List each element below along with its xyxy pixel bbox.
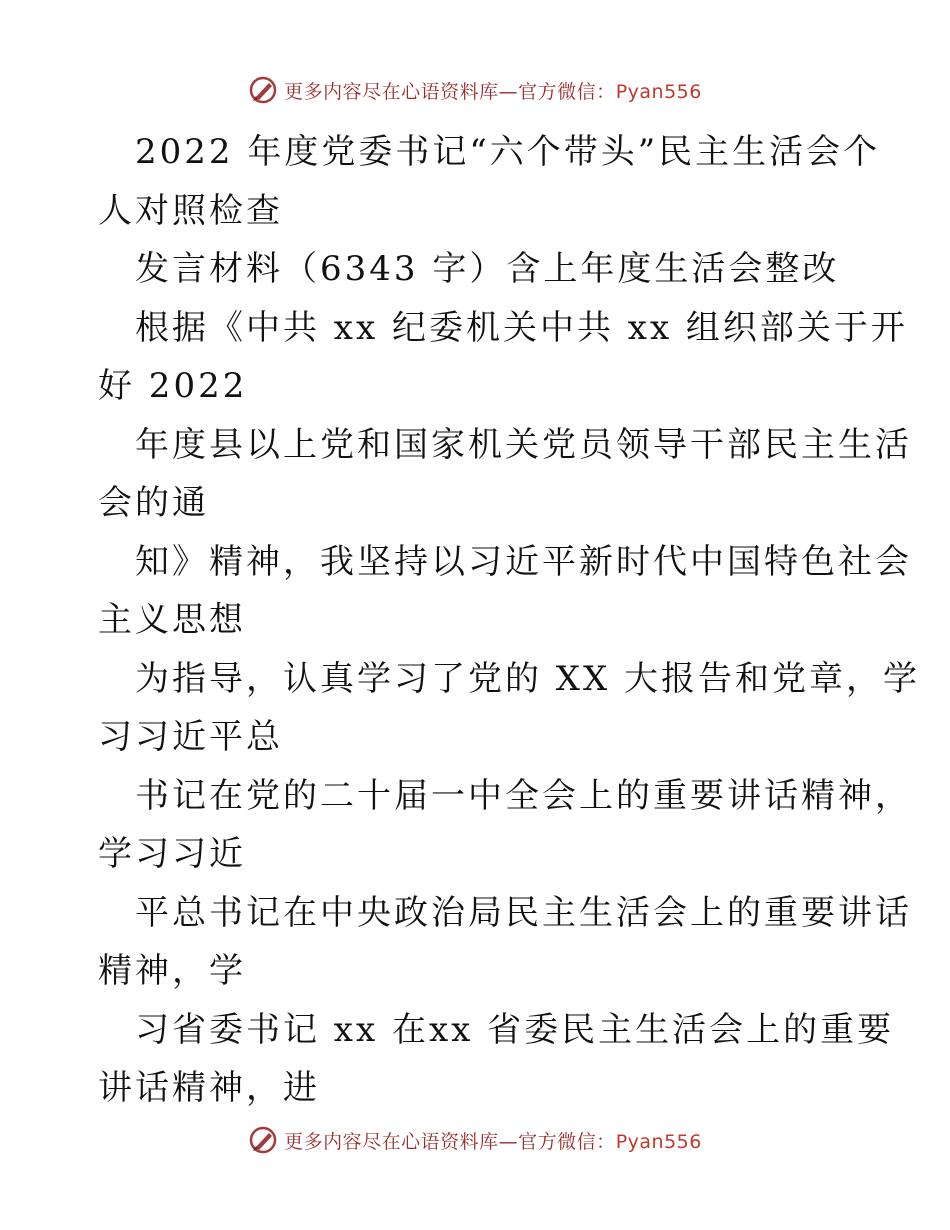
doc-body-line: 会的通 <box>98 483 209 523</box>
doc-body-line: 精神，学 <box>98 951 246 991</box>
doc-body-line: 主义思想 <box>98 600 246 640</box>
pen-logo-icon <box>248 1125 278 1155</box>
doc-body-line: 讲话精神，进 <box>98 1068 320 1108</box>
doc-body-line: 好 2022 <box>98 366 248 406</box>
footer-banner <box>0 1120 950 1160</box>
doc-body-line: 根据《中共 xx 纪委机关中共 xx 组织部关于开 <box>135 307 908 348</box>
footer-main-text: 更多内容尽在心语资料库 <box>284 1130 499 1153</box>
footer-wechat-id: Pyan556 <box>615 1130 702 1153</box>
doc-body-line: 学习习近 <box>98 834 246 874</box>
pen-logo-icon <box>248 75 278 105</box>
header-wechat-id: Pyan556 <box>615 80 702 103</box>
document-body <box>98 123 921 1118</box>
header-separator: — <box>498 80 519 103</box>
doc-body-line: 知》精神，我坚持以习近平新时代中国特色社会 <box>135 541 912 582</box>
header-wechat-label: 官方微信： <box>518 80 616 103</box>
footer-separator: — <box>498 1130 519 1153</box>
doc-body-line: 习省委书记 xx 在xx 省委民主生活会上的重要 <box>135 1009 895 1050</box>
doc-title-line-1: 2022 年度党委书记“六个带头”民主生活会个 <box>135 132 881 172</box>
doc-title-line-2: 人对照检查 <box>98 190 283 231</box>
header-banner-text <box>284 77 702 104</box>
doc-body-line: 平总书记在中央政治局民主生活会上的重要讲话 <box>135 892 912 933</box>
footer-banner-text <box>284 1127 702 1154</box>
header-banner <box>0 70 950 110</box>
doc-body-line: 年度县以上党和国家机关党员领导干部民主生活 <box>135 424 912 465</box>
footer-wechat-label: 官方微信： <box>518 1130 616 1153</box>
header-main-text: 更多内容尽在心语资料库 <box>284 80 499 103</box>
doc-body-line: 习习近平总 <box>98 717 283 757</box>
doc-subtitle-line: 发言材料（6343 字）含上年度生活会整改 <box>135 249 840 289</box>
doc-body-line: 为指导，认真学习了党的 XX 大报告和党章，学 <box>135 658 921 699</box>
doc-body-line: 书记在党的二十届一中全会上的重要讲话精神， <box>135 775 912 816</box>
